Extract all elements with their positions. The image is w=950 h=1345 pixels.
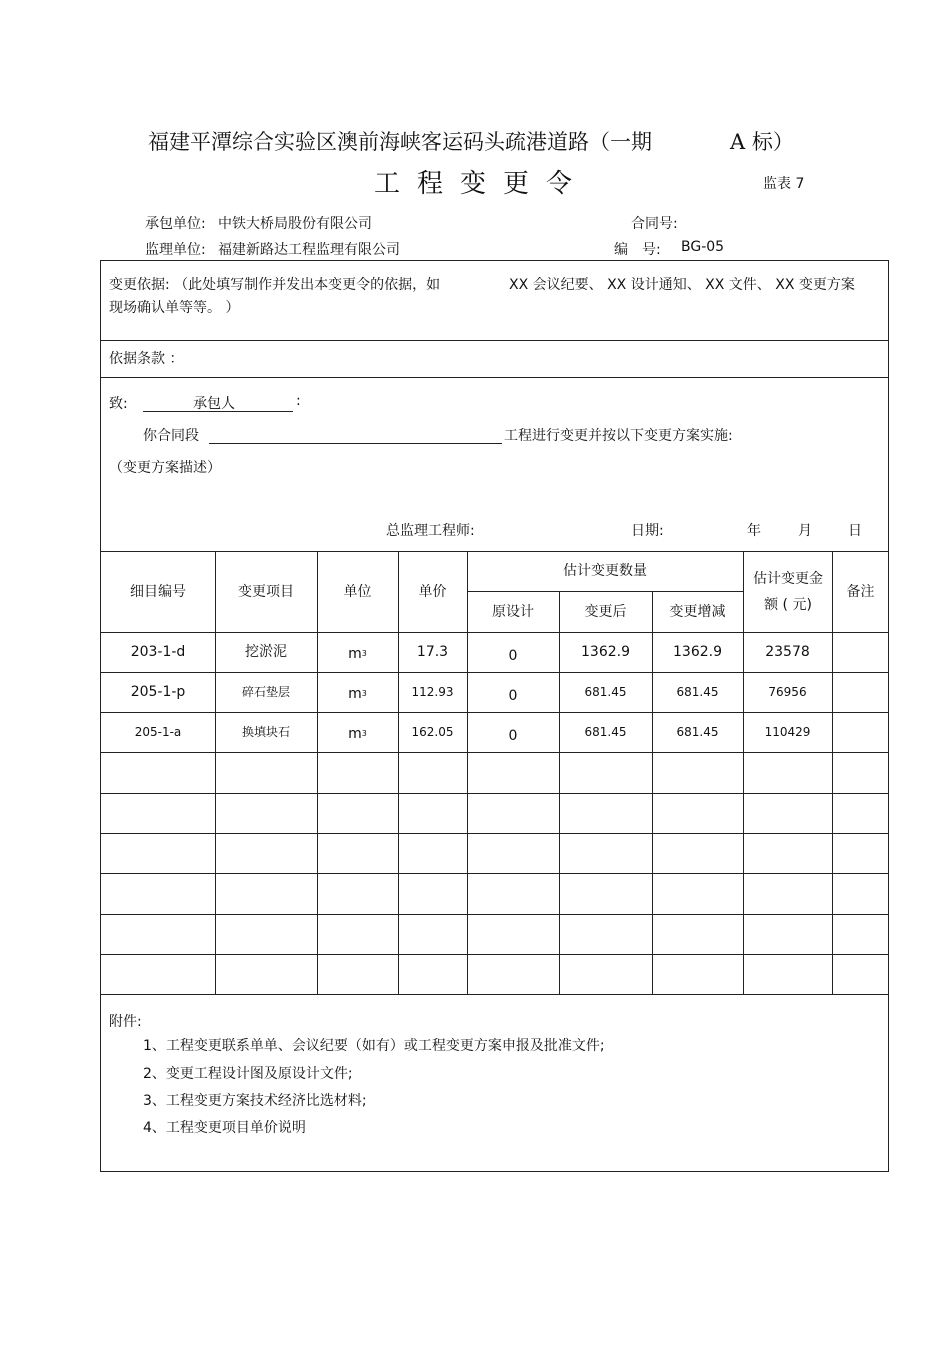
to-label: 致: bbox=[109, 396, 128, 412]
row2-original: 0 bbox=[508, 688, 518, 704]
header-delta: 变更增减 bbox=[669, 603, 726, 620]
header-amount: 估计变更金额 ( 元) bbox=[753, 570, 823, 613]
form-frame bbox=[100, 260, 889, 1172]
row3-item: 换填块石 bbox=[241, 725, 290, 739]
header-original: 原设计 bbox=[492, 603, 534, 620]
contract-section-field[interactable] bbox=[209, 443, 502, 444]
document-title-suffix: A 标） bbox=[730, 130, 794, 154]
row1-item-no: 203-1-d bbox=[130, 644, 186, 660]
table-row-line bbox=[101, 833, 888, 834]
row1-amount: 23578 bbox=[765, 644, 810, 660]
table-col-line bbox=[743, 551, 744, 994]
basis-text-cont: 现场确认单等等。 ） bbox=[109, 300, 240, 316]
unit-base: m bbox=[348, 686, 362, 702]
row1-price: 17.3 bbox=[416, 644, 449, 660]
unit-exp: 3 bbox=[361, 649, 367, 658]
header-after: 变更后 bbox=[584, 603, 627, 620]
date-label: 日期: bbox=[631, 523, 664, 539]
unit-exp: 3 bbox=[361, 689, 367, 698]
number-label: 编 号: bbox=[614, 242, 661, 258]
date-day: 日 bbox=[848, 523, 862, 539]
row3-amount: 110429 bbox=[764, 725, 811, 739]
unit-base: m bbox=[348, 726, 362, 742]
date-year: 年 bbox=[747, 523, 761, 539]
row1-delta: 1362.9 bbox=[673, 644, 722, 660]
basis-examples: XX 会议纪要、 XX 设计通知、 XX 文件、 XX 变更方案 bbox=[509, 277, 855, 293]
chief-engineer-label: 总监理工程师: bbox=[386, 523, 475, 539]
supervisor-label: 监理单位: bbox=[145, 242, 206, 258]
row3-original: 0 bbox=[508, 728, 518, 744]
contract-section-text: 工程进行变更并按以下变更方案实施: bbox=[504, 428, 733, 444]
row3-price: 162.05 bbox=[411, 725, 454, 739]
form-code: 监表 7 bbox=[763, 176, 805, 192]
unit-base: m bbox=[348, 646, 362, 662]
table-row-line bbox=[101, 914, 888, 915]
table-row-line bbox=[101, 954, 888, 955]
attachment-item-4: 4、工程变更项目单价说明 bbox=[143, 1120, 306, 1136]
divider bbox=[101, 994, 888, 995]
row2-delta: 681.45 bbox=[676, 685, 719, 699]
row2-unit bbox=[317, 674, 398, 714]
row3-after: 681.45 bbox=[584, 725, 627, 739]
date-month: 月 bbox=[798, 523, 812, 539]
contractor-label: 承包单位: bbox=[145, 216, 206, 232]
header-remark: 备注 bbox=[846, 583, 875, 600]
row2-amount: 76956 bbox=[768, 685, 807, 699]
header-price: 单价 bbox=[418, 583, 447, 600]
to-value[interactable]: 承包人 bbox=[193, 396, 235, 412]
to-colon: : bbox=[296, 393, 301, 409]
row3-item-no: 205-1-a bbox=[134, 725, 182, 739]
document-title: 福建平潭综合实验区澳前海峡客运码头疏港道路（一期 bbox=[148, 130, 652, 154]
row1-original: 0 bbox=[508, 648, 518, 664]
attachment-item-3: 3、工程变更方案技术经济比选材料; bbox=[143, 1093, 367, 1109]
supervisor-value: 福建新路达工程监理有限公司 bbox=[218, 242, 400, 258]
header-qty-group: 估计变更数量 bbox=[563, 563, 647, 579]
divider bbox=[101, 340, 888, 341]
row1-unit bbox=[317, 634, 398, 674]
unit-exp: 3 bbox=[361, 729, 367, 738]
form-title: 工程变更令 bbox=[374, 169, 590, 199]
header-unit: 单位 bbox=[343, 583, 372, 600]
attachment-item-1: 1、工程变更联系单单、会议纪要（如有）或工程变更方案申报及批准文件; bbox=[143, 1038, 605, 1054]
row1-after: 1362.9 bbox=[581, 644, 630, 660]
change-plan-description: （变更方案描述） bbox=[109, 460, 221, 476]
basis-text: 变更依据: （此处填写制作并发出本变更令的依据，如 bbox=[109, 277, 441, 293]
row2-price: 112.93 bbox=[411, 685, 454, 699]
attachment-item-2: 2、变更工程设计图及原设计文件; bbox=[143, 1066, 353, 1082]
row1-item: 挖淤泥 bbox=[245, 644, 287, 660]
to-underline bbox=[143, 411, 293, 412]
header-item-no: 细目编号 bbox=[130, 583, 186, 600]
divider bbox=[101, 377, 888, 378]
contractor-value: 中铁大桥局股份有限公司 bbox=[218, 216, 372, 232]
contract-section-label: 你合同段 bbox=[143, 428, 199, 444]
table-row-line bbox=[101, 873, 888, 874]
contract-no-label: 合同号: bbox=[631, 216, 678, 232]
header-item: 变更项目 bbox=[238, 583, 294, 600]
row2-item-no: 205-1-p bbox=[130, 684, 186, 700]
table-row-line bbox=[101, 793, 888, 794]
number-value: BG-05 bbox=[681, 239, 725, 255]
row2-after: 681.45 bbox=[584, 685, 627, 699]
row3-delta: 681.45 bbox=[676, 725, 719, 739]
attachments-label: 附件: bbox=[109, 1014, 142, 1030]
row3-unit bbox=[317, 714, 398, 754]
row2-item: 碎石垫层 bbox=[241, 685, 290, 699]
clause-label: 依据条款 ： bbox=[109, 351, 184, 367]
